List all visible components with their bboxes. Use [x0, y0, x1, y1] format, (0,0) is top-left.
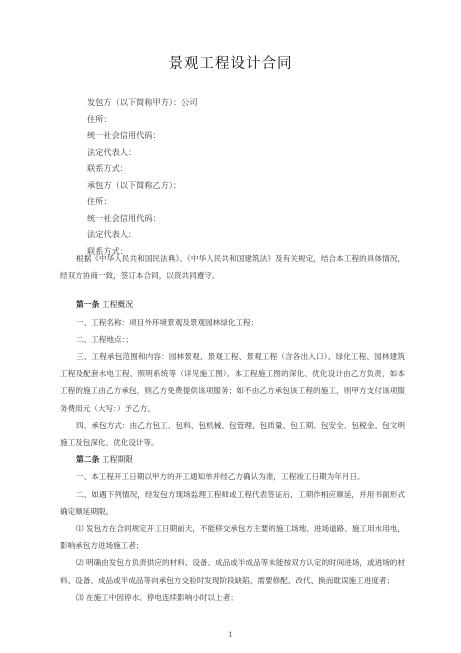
- party-a-legal-rep: 法定代表人：: [87, 146, 137, 157]
- article-2-title: 工程期限: [101, 455, 134, 465]
- party-b-address: 住所：: [87, 196, 112, 206]
- article-1-heading: [60, 296, 405, 313]
- article-2-number: 第二条: [76, 455, 100, 465]
- article-2-heading: [60, 451, 405, 468]
- article-1-item: 一、工程名称：项目外环境景观及景观园林绿化工程；: [76, 317, 259, 327]
- article-1-title: 工程概况: [101, 300, 134, 310]
- party-b-legal-rep: 法定代表人：: [87, 229, 137, 239]
- article-2-item: ⑵ 明确由发包方负责供应的材料、设备、成品或半成品等未能按双方认定的时间进场，或进场的材料、设备、成品或半成品等向承包方交验时发现阶段缺陷，需要修配、改代、换而耽误施工进度者；: [60, 558, 405, 585]
- article-2-item: 一、本工程开工日期以甲方的开工通知单并经乙方确认为准，工程竣工日期为年月日。: [76, 472, 365, 482]
- article-2-item: ⑶ 在施工中因停水、停电连续影响小时以上者；: [76, 592, 238, 602]
- preamble: 根据《中华人民共和国民法典》、《中华人民共和国建筑法》及有关规定，结合本工程的具体情况，经双方协商一致，签订本合同，以资共同遵守。: [60, 254, 405, 281]
- contract-body: [60, 250, 405, 606]
- document-title: 景观工程设计合同: [168, 56, 293, 72]
- party-info: [87, 94, 387, 259]
- article-1-item: 二、工程地点：；: [76, 334, 133, 344]
- page-number: 1: [228, 631, 233, 639]
- article-2-item: 二、如遇下列情况，经发包方现场监理工程师或工程代表签证后，工期作相应顺延，并用书面形式确定顺延期限。: [60, 489, 405, 516]
- party-a-label: 发包方（以下简称甲方）：公司: [87, 97, 198, 107]
- article-2-item: ⑴ 发包方在合同规定开工日期前天，不能移交承包方主要的施工场地、进场道路、施工用水用电，影响承包方进场施工者；: [60, 524, 405, 551]
- party-a-contact: 联系方式：: [87, 163, 128, 173]
- party-a-address: 住所：: [87, 113, 112, 124]
- party-a-credit-code: 统一社会信用代码：: [87, 130, 161, 140]
- party-b-credit-code: 统一社会信用代码：: [87, 212, 161, 223]
- article-1-item: 四、承包方式：由乙方包工、包料、包机械、包管理、包质量、包工期、包安全、包税金、包文明施工及包深化、优化设计等。: [60, 420, 405, 448]
- party-b-contact: 联系方式：: [87, 245, 128, 256]
- article-1-number: 第一条: [76, 300, 100, 310]
- party-b-label: 承包方（以下简称乙方）：: [87, 179, 182, 190]
- article-1-item: 三、工程承包范围和内容：园林景观、景观工程、景观工程（含各出入口）、绿化工程、园林建筑工程及配套水电工程、照明系统等（详见施工图）。本工程施工图的深化、优化设计由乙方负责，如本工程的施工由乙方承包，则乙方免费提供该项服务；如不由乙方承包该工程的施工，则甲方支付该项服务费用元（大写：）予乙方。: [60, 352, 405, 413]
